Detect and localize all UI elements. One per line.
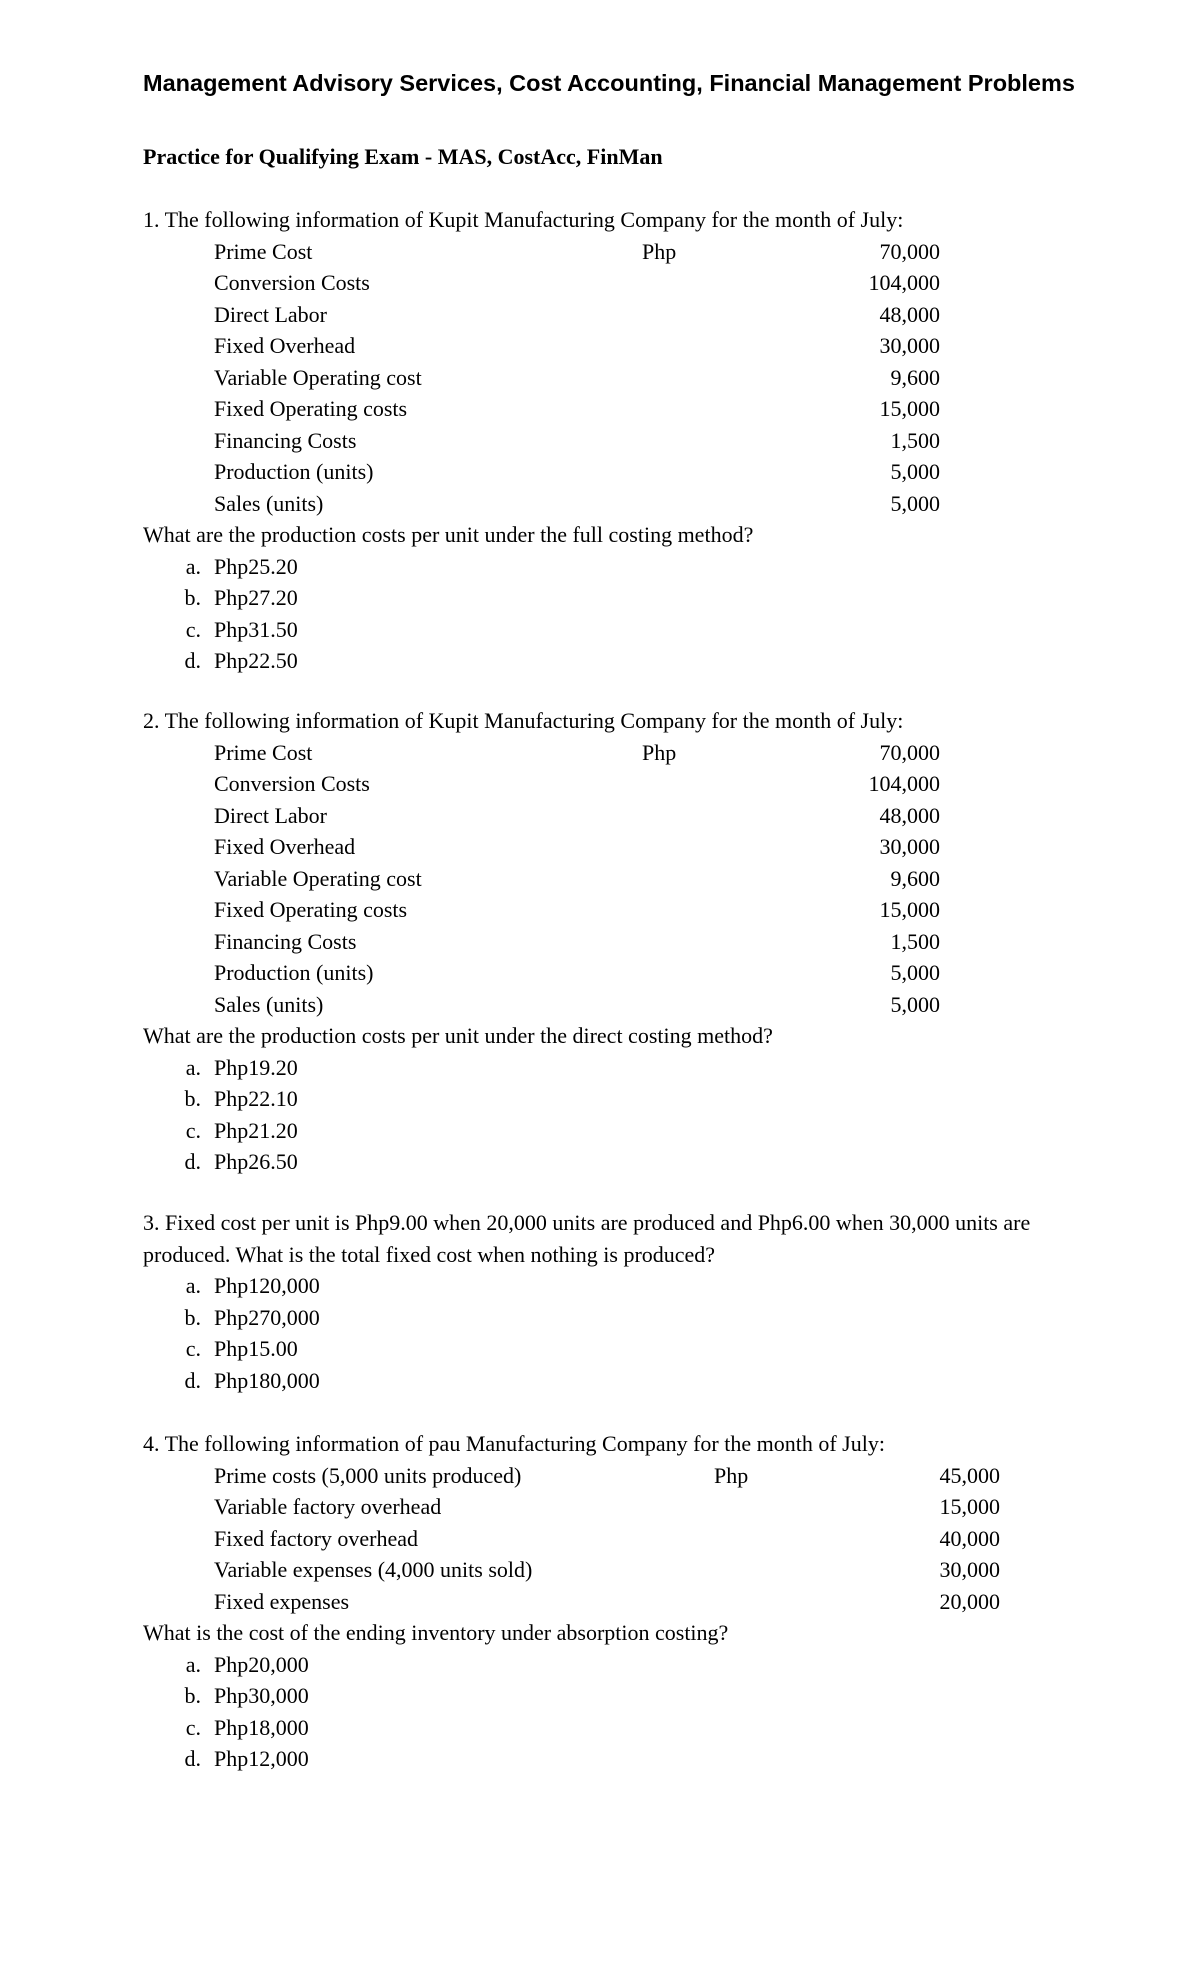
answer-choice[interactable] [179, 1302, 1103, 1334]
choice-text: Php12,000 [214, 1746, 309, 1771]
answer-choice[interactable] [179, 1680, 1103, 1712]
cost-value: 15,000 [879, 396, 940, 421]
choice-letter: b. [184, 1304, 201, 1330]
cost-value: 5,000 [890, 991, 940, 1017]
choice-text: Php18,000 [214, 1714, 309, 1740]
answer-choices [179, 1649, 1103, 1775]
cost-label: Variable Operating cost [214, 865, 422, 891]
cost-row [214, 236, 1103, 268]
cost-value: 40,000 [939, 1525, 1000, 1551]
cost-row [214, 831, 1103, 863]
cost-value: 70,000 [879, 739, 940, 765]
cost-value: 30,000 [879, 333, 940, 358]
answer-choice[interactable] [179, 1052, 1103, 1084]
cost-table [214, 737, 1103, 1021]
cost-value: 9,600 [890, 865, 940, 891]
cost-value: 30,000 [939, 1557, 1000, 1582]
choice-text: Php20,000 [214, 1651, 309, 1677]
document-title: Management Advisory Services, Cost Accounting, Financial Management Problems [143, 70, 1075, 96]
cost-row [214, 1491, 1103, 1523]
cost-row [214, 1554, 1103, 1586]
cost-label: Prime Cost [214, 739, 313, 765]
choice-letter: b. [184, 585, 201, 610]
question-1 [143, 204, 1103, 677]
cost-row [214, 894, 1103, 926]
choice-text: Php27.20 [214, 585, 298, 610]
cost-row [214, 800, 1103, 832]
choice-letter: b. [184, 1086, 201, 1111]
cost-row [214, 488, 1103, 520]
currency-label: Php [642, 739, 677, 765]
cost-value: 48,000 [879, 802, 940, 828]
choice-text: Php21.20 [214, 1117, 298, 1143]
question-prompt: What is the cost of the ending inventory under absorption costing? [143, 1620, 729, 1645]
choice-letter: d. [184, 648, 201, 673]
cost-label: Fixed Operating costs [214, 897, 408, 922]
cost-label: Variable Operating cost [214, 364, 422, 390]
choice-text: Php30,000 [214, 1683, 309, 1708]
cost-row [214, 1460, 1103, 1492]
choice-text: Php270,000 [214, 1304, 320, 1330]
cost-value: 104,000 [868, 771, 940, 796]
cost-table [214, 1460, 1103, 1618]
question-prompt: What are the production costs per unit under the direct costing method? [143, 1023, 773, 1048]
cost-row [214, 299, 1103, 331]
choice-letter: c. [185, 616, 201, 642]
document-subtitle: Practice for Qualifying Exam - MAS, CostAcc, FinMan [143, 144, 663, 169]
cost-label: Sales (units) [214, 490, 324, 516]
cost-label: Variable expenses (4,000 units sold) [214, 1557, 533, 1582]
choice-letter: a. [185, 553, 201, 579]
answer-choice[interactable] [179, 1146, 1103, 1178]
choice-letter: c. [185, 1714, 201, 1740]
answer-choice[interactable] [179, 1649, 1103, 1681]
choice-text: Php26.50 [214, 1149, 298, 1174]
question-stem: 1. The following information of Kupit Manufacturing Company for the month of July: [143, 207, 904, 232]
cost-label: Production (units) [214, 960, 374, 985]
cost-label: Fixed factory overhead [214, 1525, 419, 1551]
answer-choice[interactable] [179, 1365, 1103, 1397]
cost-row [214, 1523, 1103, 1555]
cost-row [214, 989, 1103, 1021]
answer-choice[interactable] [179, 1115, 1103, 1147]
cost-row [214, 456, 1103, 488]
cost-label: Direct Labor [214, 301, 327, 327]
answer-choices [179, 1270, 1103, 1396]
cost-label: Fixed Overhead [214, 834, 356, 859]
choice-letter: d. [184, 1149, 201, 1174]
cost-value: 1,500 [890, 427, 940, 453]
answer-choice[interactable] [179, 582, 1103, 614]
answer-choice[interactable] [179, 1083, 1103, 1115]
cost-label: Conversion Costs [214, 771, 370, 796]
choice-letter: d. [184, 1746, 201, 1771]
cost-row [214, 267, 1103, 299]
cost-value: 30,000 [879, 834, 940, 859]
question-stem: 3. Fixed cost per unit is Php9.00 when 20,000 units are produced and Php6.00 when 30,000 units are produced. What is the total fixed cost when nothing is produced? [143, 1210, 1031, 1267]
cost-value: 15,000 [879, 897, 940, 922]
cost-row [214, 330, 1103, 362]
choice-letter: a. [185, 1054, 201, 1080]
cost-label: Financing Costs [214, 427, 357, 453]
cost-table [214, 236, 1103, 520]
answer-choice[interactable] [179, 614, 1103, 646]
cost-row [214, 737, 1103, 769]
cost-label: Fixed Overhead [214, 333, 356, 358]
cost-value: 5,000 [890, 459, 940, 484]
cost-label: Fixed Operating costs [214, 396, 408, 421]
question-4 [143, 1428, 1103, 1775]
answer-choice[interactable] [179, 1712, 1103, 1744]
choice-text: Php25.20 [214, 553, 298, 579]
choice-text: Php22.50 [214, 648, 298, 673]
answer-choices [179, 1052, 1103, 1178]
cost-row [214, 957, 1103, 989]
cost-row [214, 926, 1103, 958]
cost-label: Conversion Costs [214, 270, 370, 295]
cost-row [214, 1586, 1103, 1618]
choice-letter: c. [185, 1117, 201, 1143]
choice-text: Php120,000 [214, 1273, 320, 1298]
choice-letter: b. [184, 1683, 201, 1708]
choice-text: Php19.20 [214, 1054, 298, 1080]
cost-value: 70,000 [879, 238, 940, 264]
choice-letter: c. [185, 1336, 201, 1361]
answer-choice[interactable] [179, 1333, 1103, 1365]
question-3 [143, 1207, 1103, 1396]
cost-row [214, 768, 1103, 800]
choice-text: Php15.00 [214, 1336, 298, 1361]
choice-letter: a. [185, 1651, 201, 1677]
choice-letter: a. [185, 1273, 201, 1298]
cost-label: Fixed expenses [214, 1588, 350, 1614]
cost-row [214, 863, 1103, 895]
cost-row [214, 362, 1103, 394]
choice-letter: d. [184, 1367, 201, 1393]
cost-value: 9,600 [890, 364, 940, 390]
question-prompt: What are the production costs per unit under the full costing method? [143, 522, 754, 547]
cost-label: Production (units) [214, 459, 374, 484]
cost-label: Direct Labor [214, 802, 327, 828]
choice-text: Php22.10 [214, 1086, 298, 1111]
cost-value: 45,000 [939, 1462, 1000, 1488]
currency-label: Php [714, 1462, 749, 1488]
question-2 [143, 705, 1103, 1178]
cost-row [214, 393, 1103, 425]
choice-text: Php31.50 [214, 616, 298, 642]
cost-label: Variable factory overhead [214, 1494, 442, 1519]
cost-value: 1,500 [890, 928, 940, 954]
answer-choice[interactable] [179, 551, 1103, 583]
cost-label: Financing Costs [214, 928, 357, 954]
cost-value: 5,000 [890, 490, 940, 516]
cost-label: Prime Cost [214, 238, 313, 264]
currency-label: Php [642, 238, 677, 264]
cost-value: 15,000 [939, 1494, 1000, 1519]
cost-value: 48,000 [879, 301, 940, 327]
answer-choice[interactable] [179, 1743, 1103, 1775]
cost-value: 5,000 [890, 960, 940, 985]
answer-choices [179, 551, 1103, 677]
choice-text: Php180,000 [214, 1367, 320, 1393]
answer-choice[interactable] [179, 1270, 1103, 1302]
cost-label: Sales (units) [214, 991, 324, 1017]
cost-row [214, 425, 1103, 457]
question-stem: 4. The following information of pau Manufacturing Company for the month of July: [143, 1431, 885, 1456]
cost-label: Prime costs (5,000 units produced) [214, 1462, 522, 1488]
cost-value: 20,000 [939, 1588, 1000, 1614]
question-stem: 2. The following information of Kupit Manufacturing Company for the month of July: [143, 708, 904, 733]
answer-choice[interactable] [179, 645, 1103, 677]
cost-value: 104,000 [868, 270, 940, 295]
